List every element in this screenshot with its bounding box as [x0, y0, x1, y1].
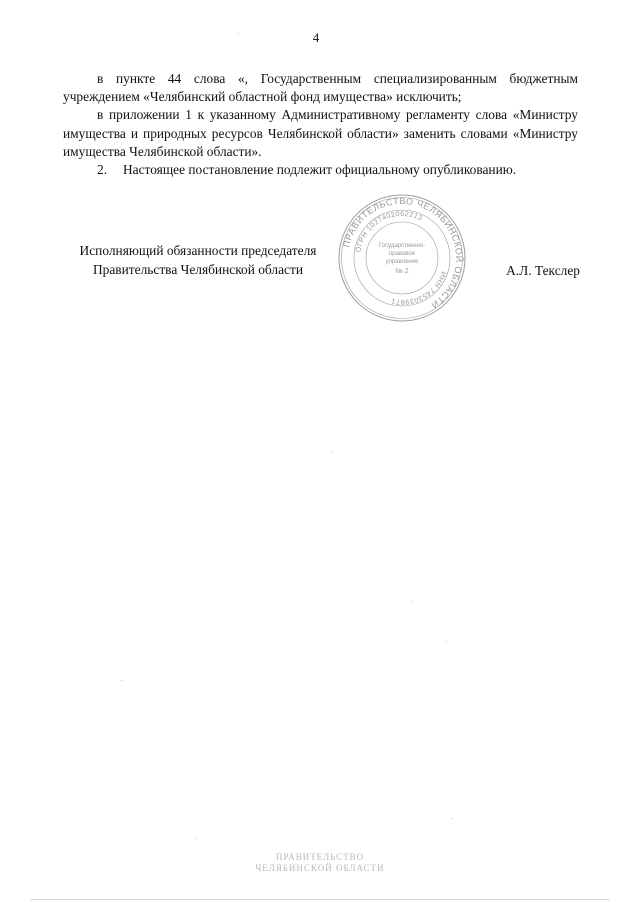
- seal-center-line-3: управление: [385, 259, 419, 265]
- paragraph-number: 2.: [97, 162, 108, 178]
- official-seal-icon: [337, 193, 467, 323]
- document-body: [63, 70, 578, 179]
- seal-outer-text: ПРАВИТЕЛЬСТВО ЧЕЛЯБИНСКОЙ ОБЛАСТИ: [341, 195, 465, 311]
- signatory-position-line-2: Правительства Челябинской области: [93, 262, 303, 277]
- footer-watermark-line-1: ПРАВИТЕЛЬСТВО: [275, 852, 365, 862]
- seal-center-line-4: № 2: [395, 268, 409, 275]
- scan-speck: [411, 601, 412, 602]
- seal-center-line-2: правовое: [388, 251, 416, 257]
- scan-speck: [331, 452, 332, 453]
- scan-speck: [238, 33, 239, 34]
- seal-center-line-1: Государственно-: [378, 243, 426, 249]
- paragraph-publication: [63, 161, 578, 179]
- seal-inner-text-1: ОГРН 1027402062213: [353, 208, 425, 254]
- paragraph-appendix-1: в приложении 1 к указанному Административному регламенту слова «Министру имущества и природных ресурсов Челябинской области» заменить словами «Министру имущества Челябинской области».: [63, 107, 578, 159]
- page-number: 4: [312, 30, 320, 45]
- footer-watermark-line-2: ЧЕЛЯБИНСКОЙ ОБЛАСТИ: [255, 863, 385, 873]
- seal-inner-text-2: ИНН 7453039871: [390, 270, 449, 308]
- scan-speck: [452, 818, 453, 819]
- scan-edge-line: [30, 899, 610, 900]
- scan-speck: [121, 680, 122, 681]
- signatory-position: [63, 241, 333, 279]
- scan-speck: [446, 641, 447, 642]
- scan-speck: [195, 838, 196, 839]
- signatory-name: А.Л. Текслер: [506, 263, 580, 278]
- footer-watermark: [0, 852, 640, 874]
- paragraph-publication-text: Настоящее постановление подлежит официальному опубликованию.: [123, 162, 517, 178]
- paragraph-item-44: в пункте 44 слова «, Государственным специализированным бюджетным учреждением «Челябинский областной фонд имущества» исключить;: [63, 71, 578, 105]
- signatory-position-line-1: Исполняющий обязанности председателя: [79, 243, 317, 258]
